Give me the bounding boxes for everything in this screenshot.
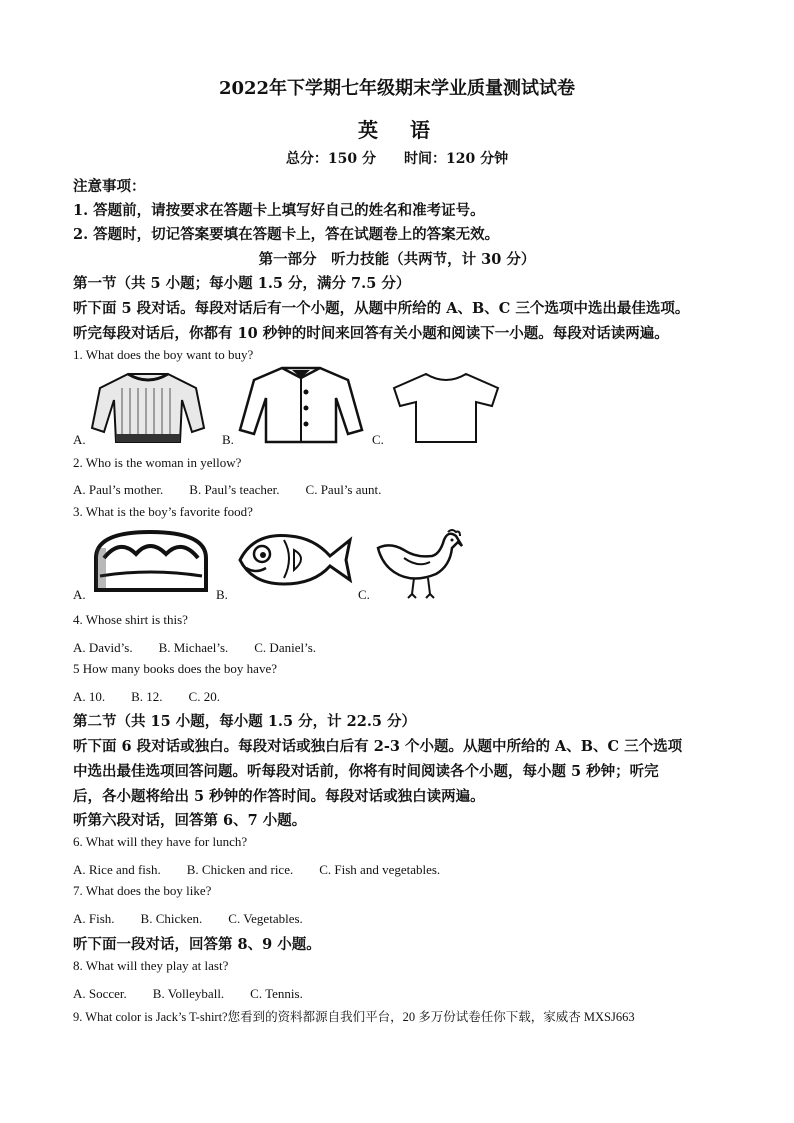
part1-heading: 第一部分 听力技能（共两节，计 30 分） bbox=[258, 251, 536, 268]
chicken-icon bbox=[374, 528, 470, 600]
question-6: 6. What will they have for lunch? bbox=[73, 834, 248, 849]
section1-heading: 第一节（共 5 小题；每小题 1.5 分，满分 7.5 分） bbox=[73, 275, 411, 292]
section2-instruction-1: 听下面 6 段对话或独白。每段对话或独白后有 2-3 个小题。从题中所给的 A、B、C 三个选项 bbox=[73, 738, 683, 755]
exam-meta: 总分：150 分 时间：120 分钟 bbox=[285, 151, 509, 167]
question-1: 1. What does the boy want to buy? bbox=[73, 347, 254, 362]
question-8-options: A. Soccer. B. Volleyball. C. Tennis. bbox=[73, 986, 303, 1001]
question-2: 2. Who is the woman in yellow? bbox=[73, 455, 242, 470]
subject-title: 英 语 bbox=[358, 118, 436, 142]
tshirt-icon bbox=[388, 370, 504, 444]
fish-icon bbox=[234, 528, 354, 590]
sweater-icon bbox=[88, 368, 208, 446]
notice-heading: 注意事项： bbox=[73, 178, 146, 195]
question-5-options: A. 10. B. 12. C. 20. bbox=[73, 689, 220, 704]
section1-instruction-2: 听完每段对话后，你都有 10 秒钟的时间来回答有关小题和阅读下一小题。每段对话读两遍。 bbox=[73, 325, 669, 342]
exam-title: 2022年下学期七年级期末学业质量测试试卷 bbox=[218, 78, 576, 99]
q3-option-c-label: C. bbox=[358, 587, 370, 602]
bread-icon bbox=[90, 528, 212, 596]
question-9: 9. What color is Jack’s T-shirt?您看到的资料都源自我们平台，20 多万份试卷任你下载，家威杏 MXSJ663 bbox=[73, 1010, 635, 1024]
section1-instruction-1: 听下面 5 段对话。每段对话后有一个小题，从题中所给的 A、B、C 三个选项中选出最佳选项。 bbox=[73, 300, 690, 317]
question-7: 7. What does the boy like? bbox=[73, 883, 212, 898]
q1-option-b-label: B. bbox=[222, 432, 234, 447]
question-6-options: A. Rice and fish. B. Chicken and rice. C. Fish and vegetables. bbox=[73, 862, 441, 877]
dialog-6-instruction: 听第六段对话，回答第 6、7 小题。 bbox=[73, 812, 307, 829]
question-3: 3. What is the boy’s favorite food? bbox=[73, 504, 253, 519]
question-2-options: A. Paul’s mother. B. Paul’s teacher. C. Paul’s aunt. bbox=[73, 482, 382, 497]
shirt-icon bbox=[236, 364, 366, 444]
question-8: 8. What will they play at last? bbox=[73, 958, 229, 973]
q1-option-c-label: C. bbox=[372, 432, 384, 447]
notice-item-2: 2. 答题时，切记答案要填在答题卡上，答在试题卷上的答案无效。 bbox=[73, 226, 500, 243]
section2-instruction-2: 中选出最佳选项回答问题。听每段对话前，你将有时间阅读各个小题，每小题 5 秒钟；听完 bbox=[73, 763, 659, 780]
question-4-options: A. David’s. B. Michael’s. C. Daniel’s. bbox=[73, 640, 317, 655]
section2-heading: 第二节（共 15 小题，每小题 1.5 分，计 22.5 分） bbox=[73, 713, 417, 730]
question-4: 4. Whose shirt is this? bbox=[73, 612, 188, 627]
section2-instruction-3: 后，各小题将给出 5 秒钟的作答时间。每段对话或独白读两遍。 bbox=[73, 788, 485, 805]
question-7-options: A. Fish. B. Chicken. C. Vegetables. bbox=[73, 911, 303, 926]
q3-option-b-label: B. bbox=[216, 587, 228, 602]
q1-option-a-label: A. bbox=[73, 432, 86, 447]
notice-item-1: 1. 答题前，请按要求在答题卡上填写好自己的姓名和准考证号。 bbox=[73, 202, 485, 219]
dialog-7-instruction: 听下面一段对话，回答第 8、9 小题。 bbox=[73, 936, 321, 953]
question-5: 5 How many books does the boy have? bbox=[73, 661, 277, 676]
q3-option-a-label: A. bbox=[73, 587, 86, 602]
